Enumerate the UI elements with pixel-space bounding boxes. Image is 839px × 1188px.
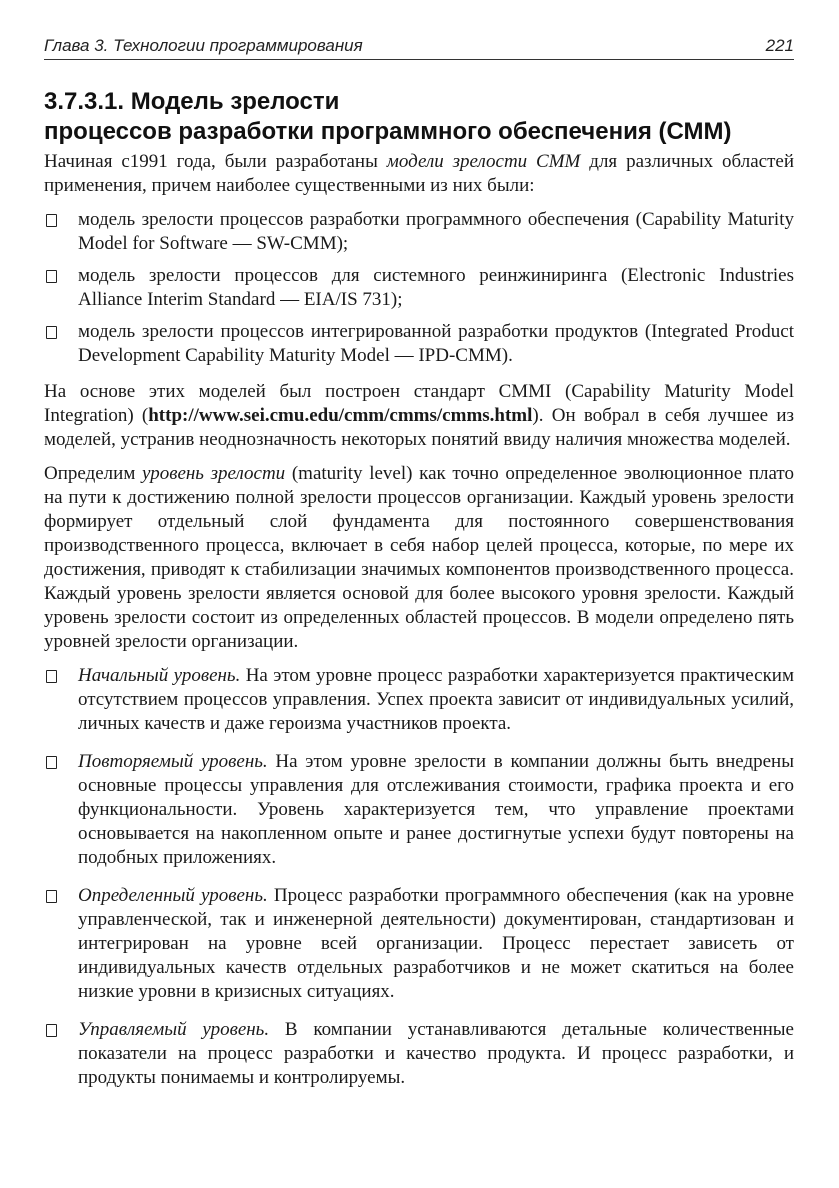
definition-emphasis: уровень зрелости <box>142 463 286 484</box>
chapter-title: Глава 3. Технологии программирования <box>44 36 363 55</box>
level-title: Управляемый уровень. <box>78 1019 270 1040</box>
levels-list <box>44 664 794 1090</box>
list-item <box>44 664 794 736</box>
list-item <box>44 884 794 1004</box>
intro-text-end: для различных областей применения, причем наиболее существенными из них были: <box>44 151 794 196</box>
models-list <box>44 208 794 368</box>
definition-paragraph <box>44 462 794 654</box>
list-item <box>44 208 794 256</box>
page-body <box>44 150 794 1104</box>
level-text: В компании устанавливаются детальные количественные показатели на процесс разработки и качество продукта. И процесс разработки, и продукты понимаемы и контролируемы. <box>78 1019 794 1088</box>
list-item <box>44 1018 794 1090</box>
list-item-text: модель зрелости процессов для системного реинжиниринга (Electronic Industries Alliance Interim Standard — EIA/IS 731); <box>78 265 794 310</box>
section-title-line1: 3.7.3.1. Модель зрелости <box>44 88 340 115</box>
level-title: Повторяемый уровень. <box>78 751 268 772</box>
page-number: 221 <box>765 36 794 55</box>
checkbox-bullet-icon <box>46 670 57 683</box>
checkbox-bullet-icon <box>46 214 57 227</box>
intro-emphasis: модели зрелости СММ <box>386 151 581 172</box>
level-text: На этом уровне процесс разработки характеризуется практическим отсутствием процессов управления. Успех проекта зависит от индивидуальных усилий, личных качеств и даже героизма участников проекта. <box>78 665 795 734</box>
level-title: Начальный уровень. <box>78 665 241 686</box>
checkbox-bullet-icon <box>46 756 57 769</box>
cmmi-url: http://www.sei.cmu.edu/cmm/cmms/cmms.html <box>148 405 533 426</box>
intro-paragraph <box>44 150 794 198</box>
list-item-text: модель зрелости процессов разработки программного обеспечения (Capability Maturity Model for Software — SW-CMM); <box>78 209 794 254</box>
definition-text: Определим <box>44 463 143 484</box>
cmmi-text: На основе этих моделей был построен стандарт CMMI (Capability Maturity Model Integration) ( <box>44 381 794 426</box>
list-item <box>44 750 794 870</box>
running-head <box>44 36 794 60</box>
level-title: Определенный уровень. <box>78 885 268 906</box>
list-item <box>44 320 794 368</box>
checkbox-bullet-icon <box>46 1024 57 1037</box>
checkbox-bullet-icon <box>46 270 57 283</box>
checkbox-bullet-icon <box>46 326 57 339</box>
level-text: Процесс разработки программного обеспечения (как на уровне управленческой, так и инженерной деятельности) документирован, стандартизован и интегрирован на уровне всей организации. Процесс перестает зависеть от индивидуальных качеств отдельных разработчиков и не может скатиться на более низкие уровни в кризисных ситуациях. <box>78 885 794 1002</box>
checkbox-bullet-icon <box>46 890 57 903</box>
cmmi-text-end: ). Он вобрал в себя лучшее из моделей, устранив неоднозначность некоторых понятий ввиду наличия множества моделей. <box>44 405 794 450</box>
intro-text: Начиная с1991 года, были разработаны <box>44 151 387 172</box>
list-item-text: модель зрелости процессов интегрированной разработки продуктов (Integrated Product Development Capability Maturity Model — IPD-CMM). <box>78 321 794 366</box>
list-item <box>44 264 794 312</box>
cmmi-paragraph <box>44 380 794 452</box>
section-title-line2: процессов разработки программного обеспечения (СММ) <box>44 118 732 145</box>
level-text: На этом уровне зрелости в компании должны быть внедрены основные процессы управления для отслеживания стоимости, графика проекта и его функциональности. Уровень характеризуется тем, что управление проектами основывается на накопленном опыте и ранее достигнутые успехи будут повторены на подобных приложениях. <box>78 751 794 868</box>
definition-text-end: (maturity level) как точно определенное эволюционное плато на пути к достижению полной зрелости процессов организации. Каждый уровень зрелости формирует отдельный слой фундамента для постоянного совершенствования производственного процесса, включает в себя набор целей процесса, которые, по мере их достижения, приводят к стабилизации значимых компонентов производственного процесса. Каждый уровень зрелости является основой для более высокого уровня зрелости. Каждый уровень зрелости состоит из определенных областей процессов. В модели определено пять уровней зрелости организации. <box>44 463 794 652</box>
section-title <box>44 87 794 147</box>
